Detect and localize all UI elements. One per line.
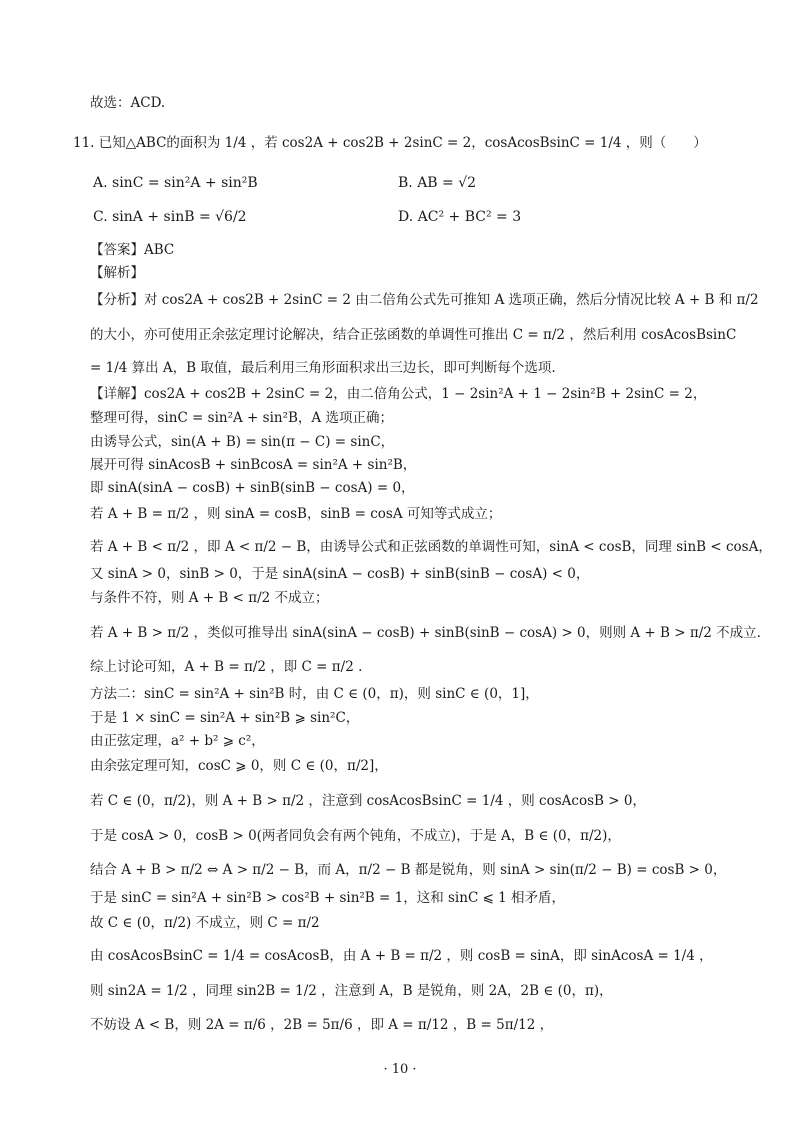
question-11-stem: 11. 已知△ABC的面积为 1/4 ，若 cos2A + cos2B + 2sinC = 2，cosAcosBsinC = 1/4 ，则（ ） <box>73 135 707 151</box>
line-29: 于是 sinC = sin²A + sin²B > cos²B + sin²B = 1，这和 sinC ⩽ 1 相矛盾， <box>90 890 566 906</box>
line-32: 则 sin2A = 1/2 ，同理 sin2B = 1/2 ，注意到 A，B 是锐角，则 2A，2B ∈ (0，π)， <box>90 983 613 999</box>
line-24: 由正弦定理，a² + b² ⩾ c²， <box>90 733 265 749</box>
line-15: 即 sinA(sinA − cosB) + sinB(sinB − cosA) = 0， <box>90 480 415 496</box>
analysis-header: 【解析】 <box>90 265 144 281</box>
line-20: 若 A + B > π/2 ，类似可推导出 sinA(sinA − cosB) + sinB(sinB − cosA) > 0，则则 A + B > π/2 不成立. <box>90 625 761 641</box>
line-10: = 1/4 算出 A，B 取值，最后利用三角形面积求出三边长，即可判断每个选项. <box>90 360 556 376</box>
line-17: 若 A + B < π/2 ，即 A < π/2 − B，由诱导公式和正弦函数的单调性可知，sinA < cosB，同理 sinB < cosA， <box>90 539 772 555</box>
line-25: 由余弦定理可知，cosC ⩾ 0，则 C ∈ (0，π/2]， <box>90 758 388 774</box>
line-18: 又 sinA > 0，sinB > 0，于是 sinA(sinA − cosB) + sinB(sinB − cosA) < 0， <box>90 566 590 582</box>
line-13: 由诱导公式，sin(A + B) = sin(π − C) = sinC， <box>90 434 395 450</box>
option-d: D. AC² + BC² = 3 <box>398 209 522 225</box>
line-28: 结合 A + B > π/2 ⇔ A > π/2 − B，而 A，π/2 − B 都是锐角，则 sinA > sin(π/2 − B) = cosB > 0， <box>90 862 727 878</box>
line-27: 于是 cosA > 0，cosB > 0(两者同负会有两个钝角，不成立)，于是 A，B ∈ (0，π/2)， <box>90 828 621 844</box>
option-b: B. AB = √2 <box>398 175 477 191</box>
answer-line: 【答案】ABC <box>90 242 175 258</box>
line-31: 由 cosAcosBsinC = 1/4 = cosAcosB，由 A + B = π/2 ，则 cosB = sinA，即 sinAcosA = 1/4 ， <box>90 948 713 964</box>
line-11: 【详解】cos2A + cos2B + 2sinC = 2，由二倍角公式，1 − 2sin²A + 1 − 2sin²B + 2sinC = 2， <box>90 386 707 402</box>
line-0: 故选：ACD. <box>90 95 166 111</box>
line-23: 于是 1 × sinC = sin²A + sin²B ⩾ sin²C， <box>90 710 360 726</box>
option-a: A. sinC = sin²A + sin²B <box>93 175 258 191</box>
line-14: 展开可得 sinAcosB + sinBcosA = sin²A + sin²B， <box>90 457 417 473</box>
line-16: 若 A + B = π/2 ，则 sinA = cosB，sinB = cosA 可知等式成立； <box>90 506 502 522</box>
line-26: 若 C ∈ (0，π/2)，则 A + B > π/2 ，注意到 cosAcosBsinC = 1/4 ，则 cosAcosB > 0， <box>90 793 646 809</box>
line-21: 综上讨论可知，A + B = π/2 ，即 C = π/2 . <box>90 659 363 675</box>
page-number: · 10 · <box>383 1062 417 1077</box>
option-c: C. sinA + sinB = √6/2 <box>93 209 247 225</box>
line-12: 整理可得，sinC = sin²A + sin²B，A 选项正确； <box>90 410 393 426</box>
line-8: 【分析】对 cos2A + cos2B + 2sinC = 2 由二倍角公式先可推知 A 选项正确，然后分情况比较 A + B 和 π/2 <box>90 292 759 308</box>
line-19: 与条件不符，则 A + B < π/2 不成立； <box>90 590 329 606</box>
line-30: 故 C ∈ (0，π/2) 不成立，则 C = π/2 <box>90 915 320 931</box>
line-22: 方法二：sinC = sin²A + sin²B 时，由 C ∈ (0，π)，则 sinC ∈ (0，1]， <box>90 686 539 702</box>
line-9: 的大小，亦可使用正余弦定理讨论解决，结合正弦函数的单调性可推出 C = π/2 ，然后利用 cosAcosBsinC <box>90 327 737 343</box>
line-33: 不妨设 A < B，则 2A = π/6 ，2B = 5π/6 ，即 A = π/12 ，B = 5π/12 ， <box>90 1017 554 1033</box>
